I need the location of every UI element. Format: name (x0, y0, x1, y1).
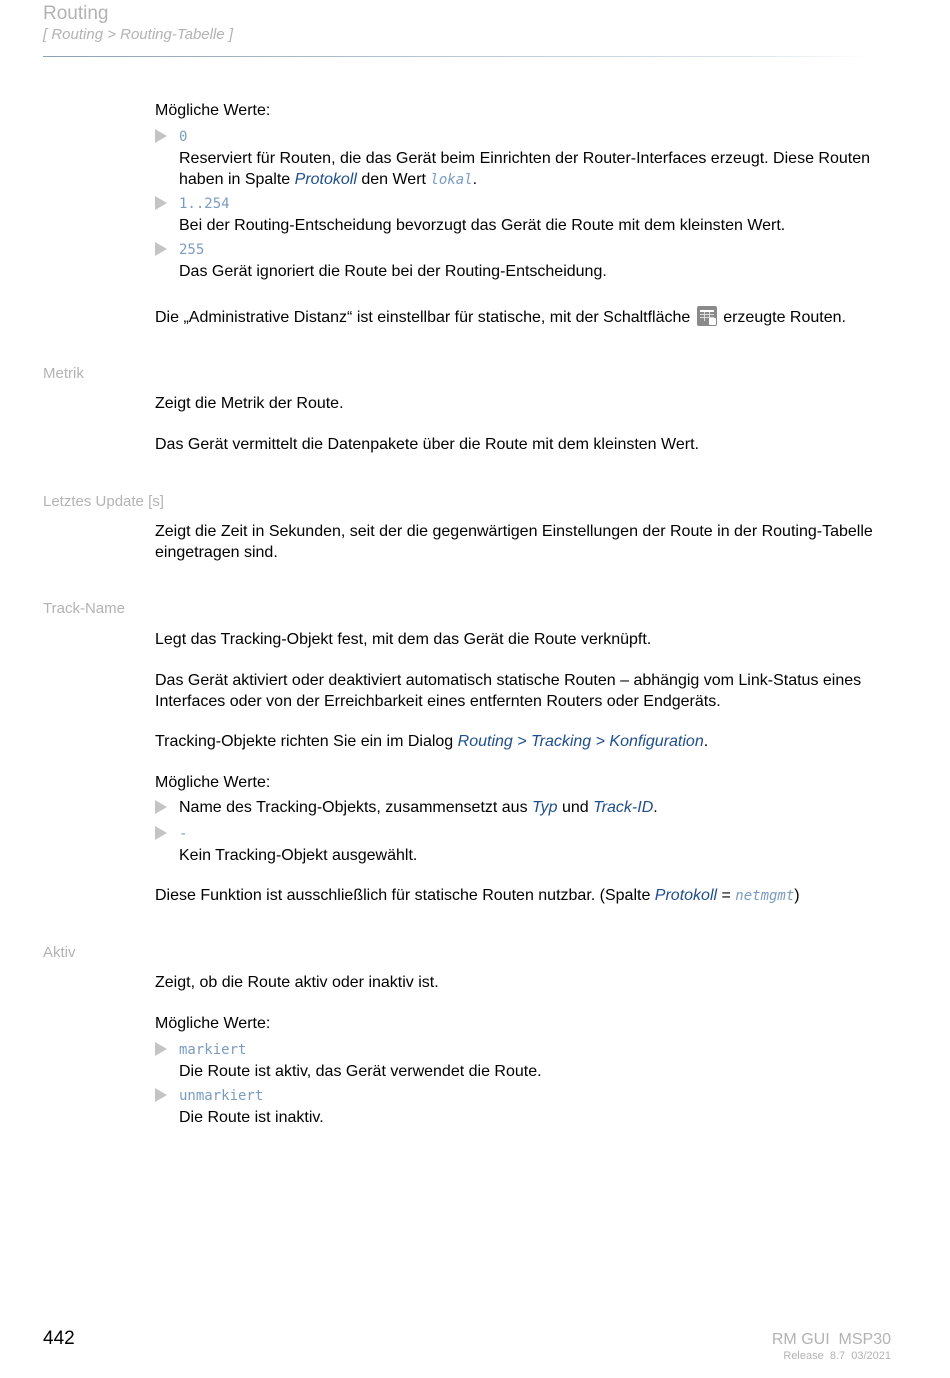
paragraph: Das Gerät aktiviert oder deaktiviert automatisch statische Routen – abhängig vom Link-Status eines Interfaces oder von der Erreichbarkeit eines entfernten Routers oder Endgeräts. (155, 672, 862, 710)
value-description: Die Route ist inaktiv. (179, 1109, 324, 1126)
section-heading-aktiv: Aktiv (43, 944, 76, 961)
value-description: Reserviert für Routen, die das Gerät beim Einrichten der Router-Interfaces erzeugt. Diese Routen haben in Spalte (179, 150, 870, 188)
list-item (155, 239, 895, 282)
value-description: Die Route ist aktiv, das Gerät verwendet die Route. (179, 1063, 542, 1080)
bullet-triangle-icon (155, 1088, 167, 1102)
add-table-row-icon (697, 306, 717, 326)
column-reference: Protokoll (654, 887, 718, 904)
paragraph-text: Diese Funktion ist ausschließlich für statische Routen nutzbar. (Spalte (155, 887, 655, 904)
list-item (155, 797, 895, 818)
paragraph-text-cont: = (717, 887, 736, 904)
value-code: 255 (179, 242, 205, 258)
header-divider (43, 56, 870, 57)
note-text: Die „Administrative Distanz“ ist einstellbar für statische, mit der Schaltfläche (155, 309, 695, 326)
list-item (155, 823, 895, 866)
bullet-triangle-icon (155, 196, 167, 210)
paragraph (155, 731, 895, 752)
paragraph: Zeigt die Metrik der Route. (155, 395, 344, 412)
punctuation: . (472, 171, 478, 188)
value-description: Name des Tracking-Objekts, zusammensetzt aus (179, 799, 533, 816)
paragraph: Das Gerät vermittelt die Datenpakete über die Route mit dem kleinsten Wert. (155, 436, 699, 453)
track-id-reference: Track-ID (593, 799, 654, 816)
possible-values-label: Mögliche Werte: (155, 1015, 271, 1032)
punctuation: ) (794, 887, 800, 904)
type-reference: Typ (532, 799, 558, 816)
section-heading-metrik: Metrik (43, 365, 84, 382)
bullet-triangle-icon (155, 800, 167, 814)
page-number: 442 (43, 1328, 75, 1349)
column-reference: Protokoll (294, 171, 357, 188)
bullet-triangle-icon (155, 826, 167, 840)
paragraph-text: Tracking-Objekte richten Sie ein im Dialog (155, 733, 458, 750)
paragraph: Zeigt, ob die Route aktiv oder inaktiv ist. (155, 974, 439, 991)
punctuation: . (703, 733, 709, 750)
value-code: - (179, 826, 188, 842)
value-code: 0 (179, 129, 188, 145)
header-title: Routing (43, 3, 109, 24)
list-item (155, 1039, 895, 1082)
section-heading-track-name: Track-Name (43, 600, 125, 617)
possible-values-label: Mögliche Werte: (155, 774, 271, 791)
value-description-cont: und (557, 799, 594, 816)
section-heading-last-update: Letztes Update [s] (43, 493, 164, 510)
value-description: Bei der Routing-Entscheidung bevorzugt das Gerät die Route mit dem kleinsten Wert. (179, 217, 786, 234)
value-description: Kein Tracking-Objekt ausgewählt. (179, 847, 418, 864)
punctuation: . (653, 799, 658, 816)
release-info: Release 8.7 03/2021 (783, 1350, 891, 1362)
bullet-triangle-icon (155, 129, 167, 143)
value-code: markiert (179, 1042, 247, 1058)
page-header (43, 3, 870, 45)
footer-product-info (772, 1330, 891, 1364)
inline-code: lokal (430, 172, 473, 188)
breadcrumb: [ Routing > Routing-Tabelle ] (43, 26, 233, 43)
bullet-triangle-icon (155, 1042, 167, 1056)
value-description: Das Gerät ignoriert die Route bei der Routing-Entscheidung. (179, 263, 607, 280)
bullet-triangle-icon (155, 242, 167, 256)
value-description-cont: den Wert (356, 171, 431, 188)
dialog-reference: Routing > Tracking > Konfiguration (457, 733, 704, 750)
note-text-cont: erzeugte Routen. (718, 309, 846, 326)
inline-code: netmgmt (735, 888, 795, 904)
value-code: 1..254 (179, 196, 230, 212)
possible-values-label: Mögliche Werte: (155, 102, 271, 119)
product-name: RM GUI MSP30 (771, 1331, 891, 1348)
list-item (155, 126, 895, 191)
value-code: unmarkiert (179, 1088, 264, 1104)
list-item (155, 1085, 895, 1128)
paragraph: Legt das Tracking-Objekt fest, mit dem das Gerät die Route verknüpft. (155, 631, 652, 648)
paragraph: Zeigt die Zeit in Sekunden, seit der die gegenwärtigen Einstellungen der Route in der Routing-Tabelle eingetragen sind. (155, 523, 873, 561)
list-item (155, 193, 895, 236)
admin-distance-note (155, 306, 895, 328)
paragraph (155, 885, 895, 907)
